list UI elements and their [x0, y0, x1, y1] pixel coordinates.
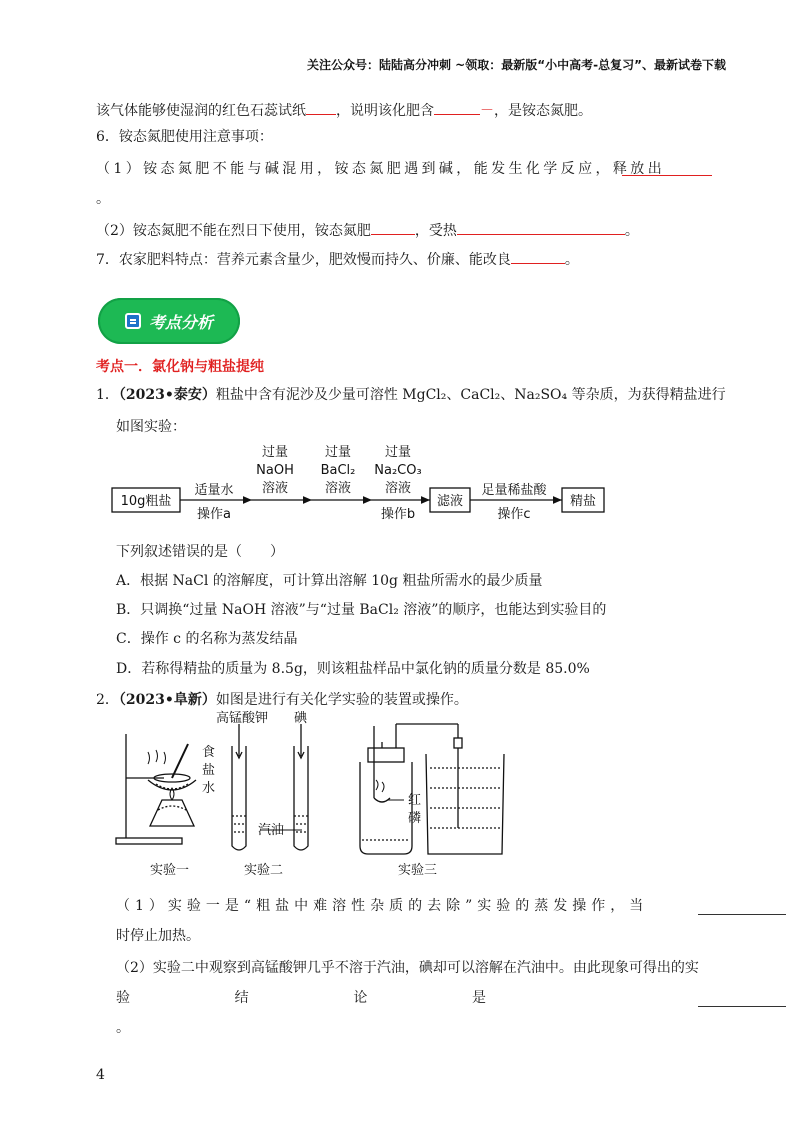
flow-step4-top2: Na₂CO₃ [374, 463, 422, 478]
blank-release-gas[interactable] [622, 161, 712, 176]
label-iodine: 碘 [294, 711, 308, 726]
q1-ask: 下列叙述错误的是（ ） [116, 544, 284, 560]
item-6-2-a: （2）铵态氮肥不能在烈日下使用，铵态氮肥 [96, 223, 371, 239]
blank-stop-heating[interactable] [698, 900, 786, 915]
flow-step4-bottom: 操作b [380, 507, 416, 522]
label-kmno4: 高锰酸钾 [216, 711, 269, 726]
q1-stem-a: 粗盐中含有泥沙及少量可溶性 MgCl₂、CaCl₂、Na₂SO₄ 等杂质，为获得精盐进行 [215, 387, 726, 403]
line-litmus [96, 100, 592, 121]
flow-step5-top: 足量稀盐酸 [481, 483, 547, 498]
label-phosphorus-2: 磷 [408, 811, 422, 826]
q1-option-d[interactable]: D．若称得精盐的质量为 8.5g，则该粗盐样品中氯化钠的质量分数是 85.0% [116, 661, 590, 677]
q2-part-1-end: 时停止加热。 [116, 928, 200, 944]
q2-word-3: 论 [353, 990, 368, 1006]
ion-dash: － [480, 103, 494, 119]
q2-source: （2023•阜新） [118, 692, 216, 708]
q1-source: （2023•泰安） [118, 387, 216, 403]
label-gasoline: 汽油 [258, 823, 285, 838]
line-litmus-a: 该气体能够使湿润的红色石蕊试纸 [96, 103, 306, 119]
page-number: 4 [96, 1067, 105, 1083]
q2-part-2: （2）实验二中观察到高锰酸钾几乎不溶于汽油，碘却可以溶解在汽油中。由此现象可得出的实 [116, 960, 699, 976]
item-6-1-end: 。 [96, 191, 110, 207]
experiment-1-apparatus [116, 734, 196, 844]
flow-step3-top3: 溶液 [324, 481, 352, 496]
item-7-b: 。 [564, 252, 579, 268]
flow-step1-bottom: 操作a [197, 507, 231, 522]
item-6-1 [96, 159, 712, 179]
q1-stem-line2: 如图实验： [116, 419, 186, 435]
flow-step4-top1: 过量 [384, 445, 412, 460]
section-badge [98, 298, 240, 344]
q2-stem-text: 如图是进行有关化学实验的装置或操作。 [215, 692, 468, 708]
caption-exp-2: 实验二 [244, 863, 284, 878]
flow-step4-top3: 溶液 [384, 481, 412, 496]
flow-step1-top: 适量水 [194, 483, 234, 498]
q1-stem-line1 [96, 385, 726, 405]
q2-word-1: 验 [116, 990, 130, 1006]
q2-part-2-end: 。 [116, 1020, 130, 1036]
notebook-icon [125, 313, 141, 329]
q1-number: 1． [96, 387, 119, 403]
flow-mid-label: 滤液 [436, 494, 464, 509]
item-7 [96, 249, 579, 270]
q2-part-2-line2 [116, 988, 486, 1008]
label-phosphorus-1: 红 [408, 793, 422, 808]
blank-litmus[interactable] [306, 100, 336, 115]
q2-word-2: 结 [234, 990, 249, 1006]
flow-step2-top3: 溶液 [261, 481, 289, 496]
q2-part-1 [116, 896, 686, 916]
item-6-2-b: ，受热 [414, 223, 457, 239]
q2-word-4: 是 [471, 990, 486, 1006]
flow-step3-top2: BaCl₂ [320, 463, 356, 478]
blank-conclusion[interactable] [698, 992, 786, 1007]
section-badge-label: 考点分析 [148, 312, 213, 332]
flow-step2-top1: 过量 [261, 445, 289, 460]
blank-heat-result[interactable] [457, 220, 625, 235]
item-7-a: 7．农家肥料特点：营养元素含量少，肥效慢而持久、价廉、能改良 [96, 252, 511, 268]
line-litmus-c: ，是铵态氮肥。 [494, 103, 592, 119]
item-6-1-text: （1）铵态氮肥不能与碱混用，铵态氮肥遇到碱，能发生化学反应，释放出 [96, 161, 666, 177]
q1-flowchart [110, 440, 610, 526]
blank-improve[interactable] [511, 249, 565, 264]
label-salt-2: 盐 [202, 763, 216, 778]
q2-figure [112, 708, 532, 884]
label-salt-1: 食 [202, 745, 216, 760]
item-6-2 [96, 220, 639, 241]
flow-step3-top1: 过量 [324, 445, 352, 460]
page-header: 关注公众号：陆陆高分冲刺 ~领取：最新版“小中高考-总复习”、最新试卷下载 [307, 58, 726, 72]
q1-option-c[interactable]: C．操作 c 的名称为蒸发结晶 [116, 631, 298, 647]
flow-step5-bottom: 操作c [497, 507, 531, 522]
line-litmus-b: ，说明该化肥含 [336, 103, 434, 119]
flow-start-label: 10g粗盐 [120, 494, 172, 509]
q2-number: 2． [96, 692, 119, 708]
flow-end-label: 精盐 [569, 494, 597, 509]
q2-stem [96, 690, 468, 710]
item-6-title: 6．铵态氮肥使用注意事项： [96, 129, 273, 145]
experiment-3-apparatus [360, 724, 504, 854]
q2-part-1-text: （1）实验一是“粗盐中难溶性杂质的去除”实验的蒸发操作，当 [116, 898, 649, 914]
caption-exp-1: 实验一 [150, 863, 190, 878]
q1-option-a[interactable]: A．根据 NaCl 的溶解度，可计算出溶解 10g 粗盐所需水的最少质量 [116, 573, 543, 589]
blank-ion[interactable] [434, 100, 480, 115]
section-title: 考点一．氯化钠与粗盐提纯 [96, 359, 264, 375]
q1-option-b[interactable]: B．只调换“过量 NaOH 溶液”与“过量 BaCl₂ 溶液”的顺序，也能达到实验目的 [116, 602, 607, 618]
item-6-2-c: 。 [624, 223, 639, 239]
blank-heat-property[interactable] [371, 220, 415, 235]
caption-exp-3: 实验三 [398, 863, 438, 878]
flow-step2-top2: NaOH [256, 463, 294, 478]
label-salt-3: 水 [202, 781, 216, 796]
